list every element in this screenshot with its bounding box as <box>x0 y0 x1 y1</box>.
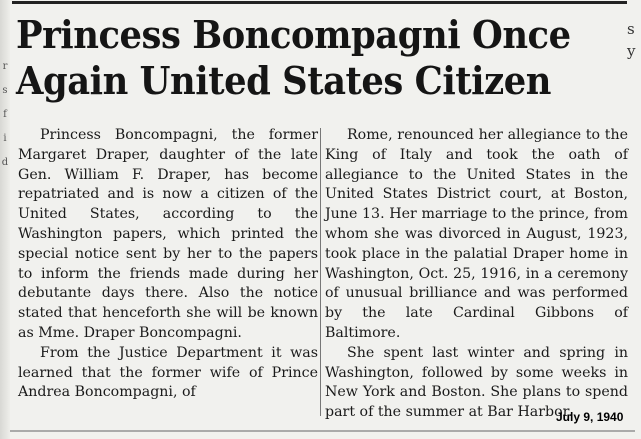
article-paragraph: From the Justice Department it was learned that the former wife of Prince Andrea Boncompagni, of <box>18 344 318 401</box>
clipping-left-edge <box>0 0 10 439</box>
article-paragraph: Princess Boncompagni, the former Margaret Draper, daughter of the late Gen. William F. Draper, has become repatriated and is now a citizen of the United States, according to the Washington papers, which printed the special notice sent by her to the papers to inform the friends made during her debutante days there. Also the notice stated that henceforth she will be known as Mme. Draper Boncompagni. <box>18 127 318 341</box>
date-stamp: July 9, 1940 <box>556 410 624 424</box>
bottom-rule <box>10 430 635 432</box>
article-paragraph: She spent last winter and spring in Washington, followed by some weeks in New York and Boston. She plans to spend part of the summer at Bar Harbor. <box>325 344 628 421</box>
article-paragraph: Rome, renounced her allegiance to the King of Italy and took the oath of allegiance to the United States in the United States District court, at Boston, June 13. Her marriage to the prince, from whom she was divorced in August, 1923, took place in the palatial Draper home in Washington, Oct. 25, 1916, in a ceremony of unusual brilliance and was performed by the late Cardinal Gibbons of Baltimore. <box>325 127 628 341</box>
top-rule <box>12 1 627 4</box>
article-column-left <box>18 126 318 403</box>
headline <box>16 12 583 104</box>
headline-line-1: Princess Boncompagni Once <box>16 12 571 57</box>
column-divider <box>320 128 321 416</box>
right-edge-text: s y <box>627 20 636 60</box>
headline-line-2: Again United States Citizen <box>16 58 551 103</box>
article-column-right <box>325 126 628 423</box>
clipping-right-edge <box>627 0 641 80</box>
left-edge-text: r s f i d <box>1 61 9 168</box>
